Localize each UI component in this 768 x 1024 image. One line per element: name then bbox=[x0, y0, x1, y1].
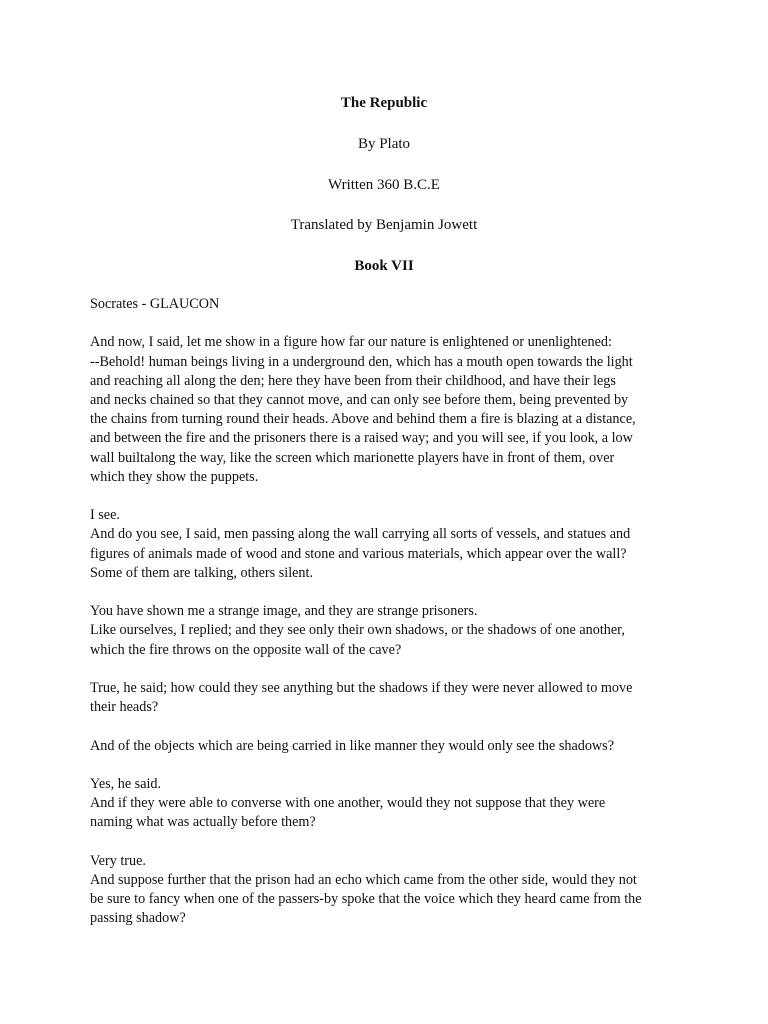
paragraph-line: passing shadow? bbox=[90, 910, 186, 927]
paragraph-line: their heads? bbox=[90, 699, 159, 716]
paragraph-line: which the fire throws on the opposite wall of the cave? bbox=[90, 641, 402, 658]
paragraph-line: True, he said; how could they see anything but the shadows if they were never allowed to move bbox=[90, 680, 633, 696]
paragraph bbox=[90, 333, 690, 487]
paragraph bbox=[90, 775, 690, 833]
paragraph-line: And do you see, I said, men passing along the wall carrying all sorts of vessels, and statues and bbox=[90, 526, 631, 543]
paragraph-line: Some of them are talking, others silent. bbox=[90, 564, 314, 581]
paragraph bbox=[90, 602, 690, 660]
document-body bbox=[90, 295, 690, 948]
paragraph-line: which they show the puppets. bbox=[90, 468, 259, 485]
paragraph-line: And if they were able to converse with one another, would they not suppose that they were bbox=[90, 795, 606, 812]
paragraph bbox=[90, 506, 690, 583]
author-line: By Plato bbox=[357, 136, 411, 152]
paragraph-line: And suppose further that the prison had an echo which came from the other side, would they not bbox=[90, 871, 637, 888]
paragraph bbox=[90, 852, 690, 929]
date-line: Written 360 B.C.E bbox=[328, 177, 440, 193]
paragraph-line: You have shown me a strange image, and they are strange prisoners. bbox=[90, 603, 478, 620]
document-title: The Republic bbox=[340, 95, 428, 111]
paragraph-line: wall builtalong the way, like the screen which marionette players have in front of them, over bbox=[90, 449, 615, 466]
paragraph-line: be sure to fancy when one of the passers-by spoke that the voice which they heard came from the bbox=[90, 891, 642, 908]
paragraph bbox=[90, 679, 690, 717]
translator-line: Translated by Benjamin Jowett bbox=[290, 217, 478, 233]
dialogue-paragraphs bbox=[90, 333, 690, 928]
paragraph-line: and between the fire and the prisoners there is a raised way; and you will see, if you look, a low bbox=[90, 430, 633, 447]
paragraph-line: and reaching all along the den; here they have been from their childhood, and have their legs bbox=[90, 372, 616, 389]
paragraph-line: --Behold! human beings living in a underground den, which has a mouth open towards the light bbox=[90, 353, 633, 370]
paragraph-line: figures of animals made of wood and stone and various materials, which appear over the wall? bbox=[90, 545, 627, 562]
book-heading: Book VII bbox=[354, 258, 414, 274]
paragraph-line: And now, I said, let me show in a figure how far our nature is enlightened or unenlightened: bbox=[90, 334, 612, 351]
paragraph-line: I see. bbox=[90, 507, 120, 524]
paragraph-line: and necks chained so that they cannot move, and can only see before them, being prevented by bbox=[90, 392, 629, 408]
paragraph-line: Very true. bbox=[90, 852, 146, 869]
paragraph-line: Yes, he said. bbox=[90, 775, 162, 792]
paragraph-line: Like ourselves, I replied; and they see only their own shadows, or the shadows of one another, bbox=[90, 622, 625, 639]
paragraph-line: And of the objects which are being carried in like manner they would only see the shadows? bbox=[90, 737, 614, 754]
paragraph-line: the chains from turning round their heads. Above and behind them a fire is blazing at a distance, bbox=[90, 411, 636, 428]
paragraph-line: naming what was actually before them? bbox=[90, 814, 316, 831]
paragraph bbox=[90, 737, 690, 756]
speakers-line: Socrates - GLAUCON bbox=[90, 296, 220, 312]
